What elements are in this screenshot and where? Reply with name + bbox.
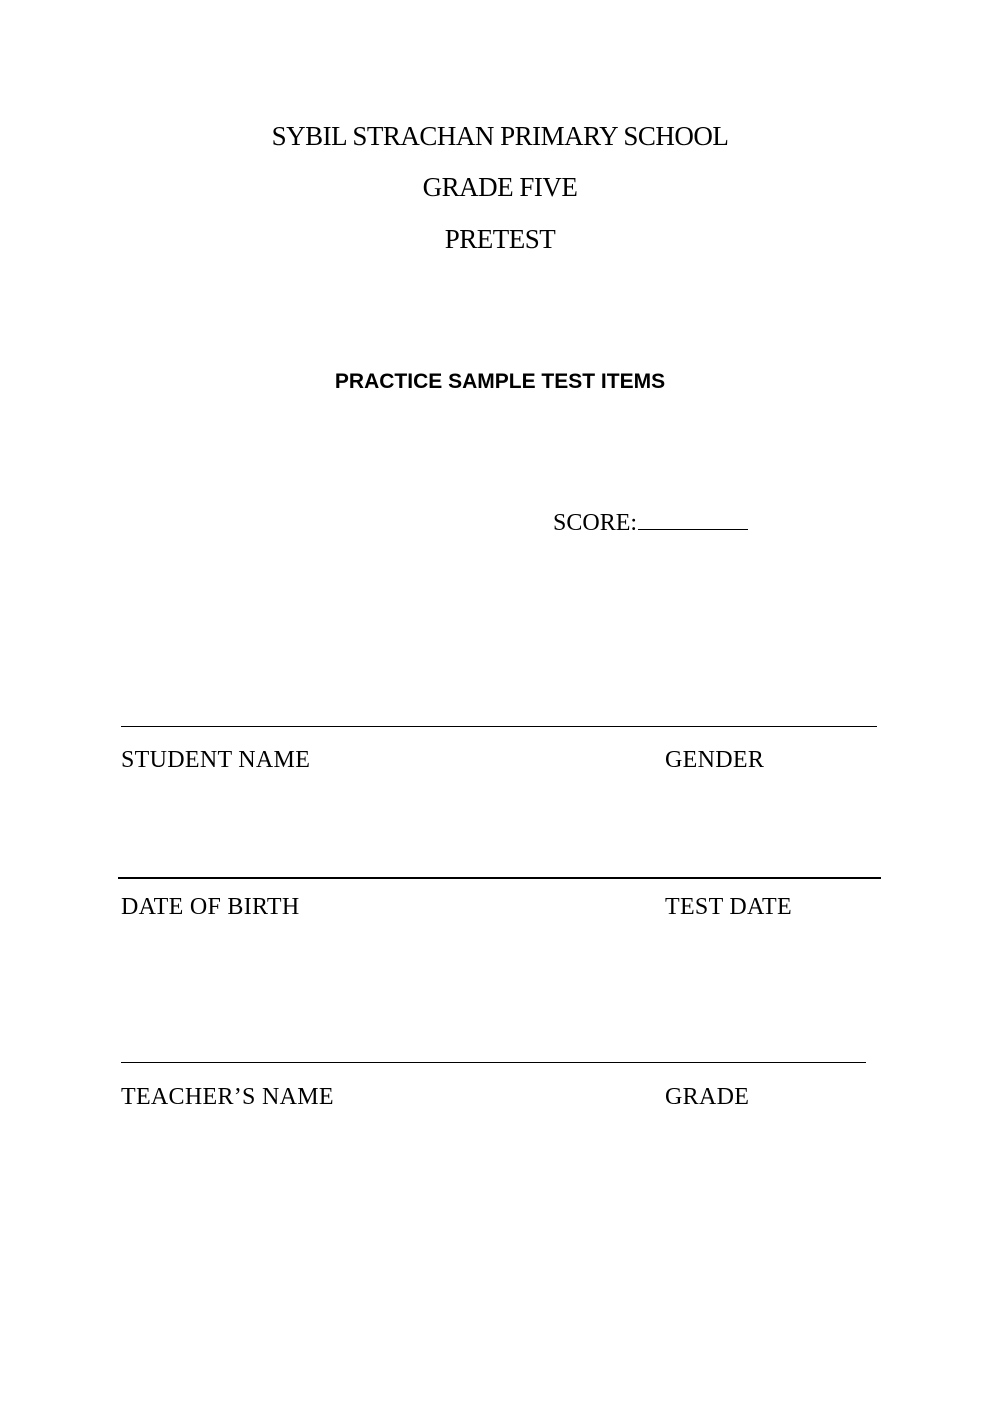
test-type-heading: PRETEST [444,224,556,254]
score-field [553,510,748,537]
teacher-name-line [121,1062,866,1063]
date-of-birth-line [118,877,881,879]
subtitle: PRACTICE SAMPLE TEST ITEMS [334,370,666,393]
score-label: SCORE: [553,510,638,536]
gender-label: GENDER [665,747,765,773]
test-date-label: TEST DATE [665,894,792,920]
teacher-name-label: TEACHER’S NAME [121,1084,334,1110]
school-name: SYBIL STRACHAN PRIMARY SCHOOL [271,121,729,151]
grade-label: GRADE [665,1084,750,1110]
student-name-label: STUDENT NAME [121,747,311,773]
student-name-line [121,726,877,727]
date-of-birth-label: DATE OF BIRTH [121,894,300,920]
grade-heading: GRADE FIVE [422,172,578,202]
score-blank-line [638,528,748,530]
